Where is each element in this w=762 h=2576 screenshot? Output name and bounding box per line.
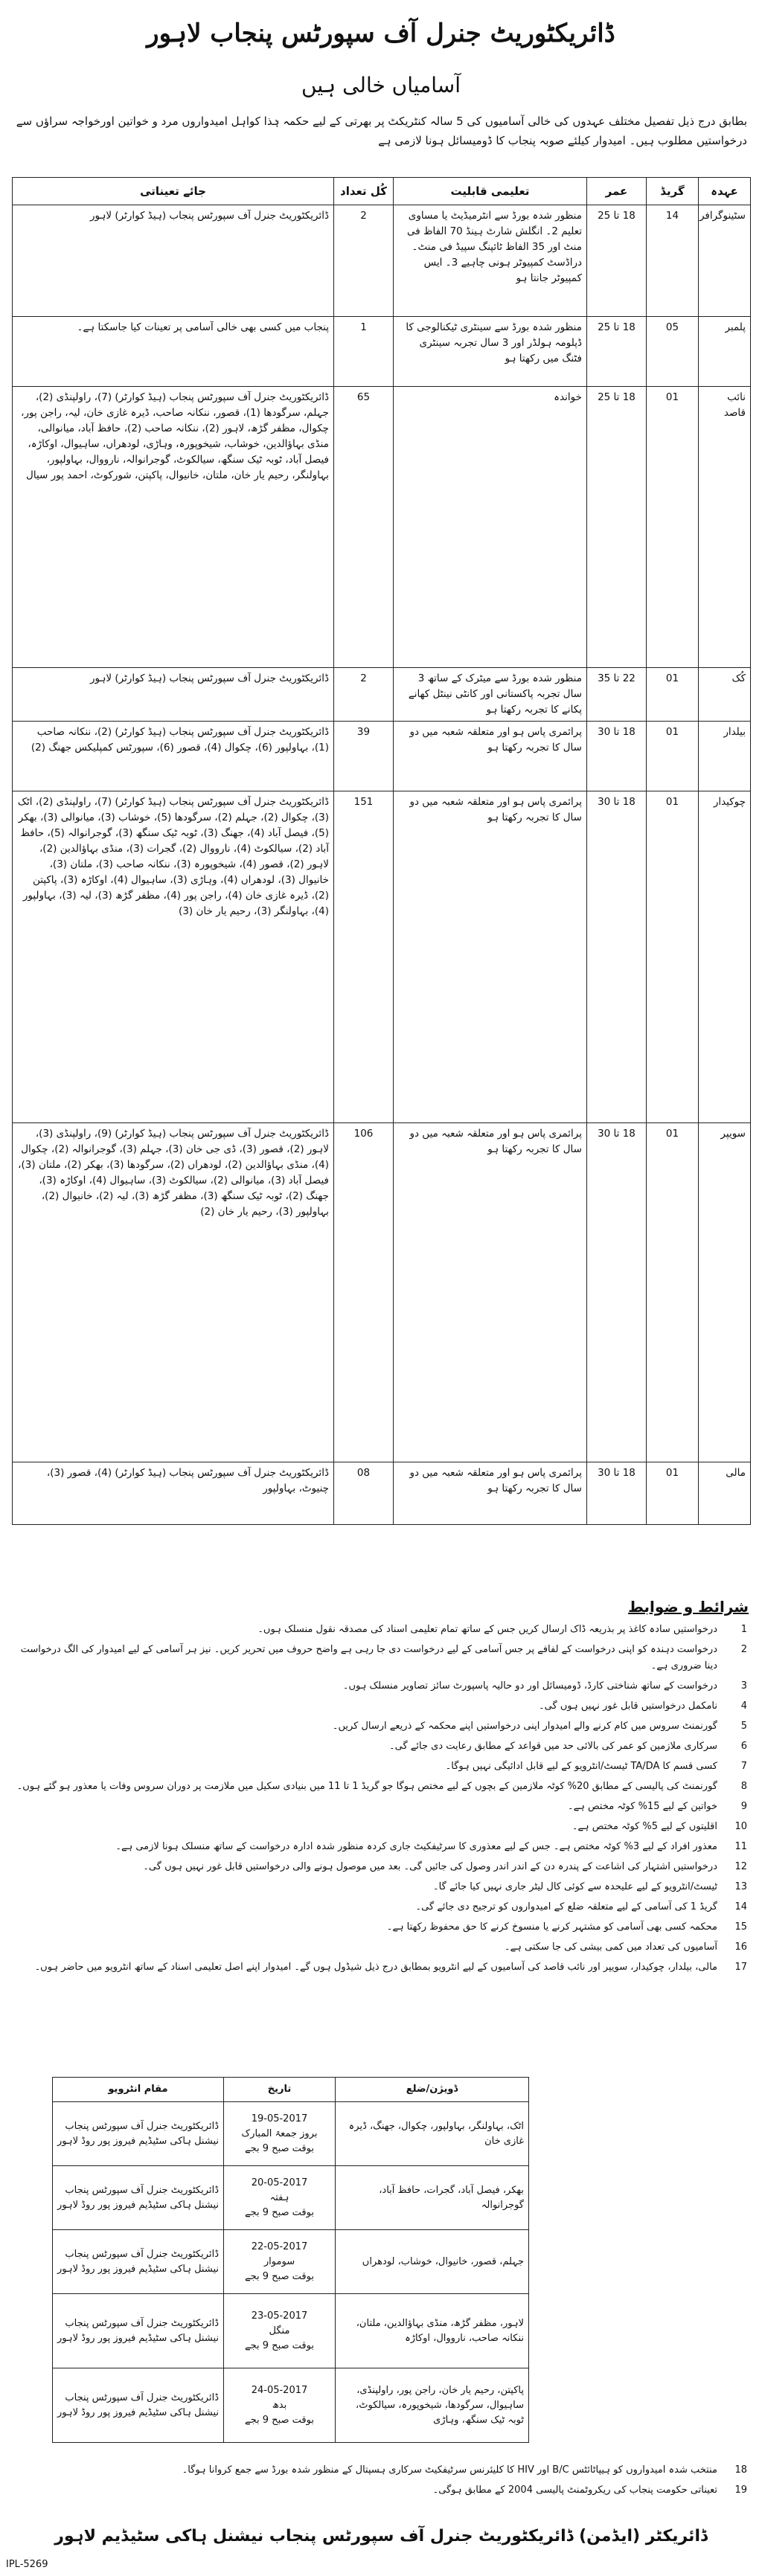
term-item [15, 1738, 747, 1755]
term-text: درخواست کے ساتھ شناختی کارڈ، ڈومیسائل اور دو حالیہ پاسپورٹ سائز تصاویر منسلک ہوں۔ [342, 1680, 717, 1692]
cell-qualification: پرائمری پاس ہو اور متعلقہ شعبہ میں دو سال کا تجربہ رکھتا ہو [394, 722, 587, 791]
cell-age: 18 تا 30 [587, 1123, 647, 1462]
cell-qualification: منظور شدہ بورڈ سے انٹرمیڈیٹ یا مساوی تعلیم 2۔ انگلش شارٹ ہینڈ 70 الفاظ فی منٹ اور 35 الفاظ ٹائپنگ سپیڈ فی منٹ۔ دراڈسٹ کمپیوٹر ہونی چاہیے 3۔ ایس کمپیوٹر جانتا ہو [394, 205, 587, 317]
schedule-row [53, 2368, 529, 2443]
cell-age: 18 تا 30 [587, 722, 647, 791]
term-item [15, 2482, 747, 2499]
page-subtitle: آسامیاں خالی ہیں [301, 73, 461, 97]
cell-posting: ڈائریکٹوریٹ جنرل آف سپورٹس پنجاب (ہیڈ کوارٹر) (7)، راولپنڈی (2)، جہلم، سرگودھا (1)، قصور، ننکانہ صاحب، ڈیرہ غازی خان، لیہ، راجن پور، چکوال، مظفر گڑھ، لاہور (2)، ننکانہ صاحب (2)، حافظ آباد، میانوالی، منڈی بہاؤالدین، خوشاب، شیخوپورہ، وہاڑی، لودھراں، ساہیوال، اوکاڑہ، فیصل آباد، ٹوبہ ٹیک سنگھ، سیالکوٹ، گوجرانوالہ، نارووال، بہاولپور، بہاولنگر، رحیم یار خان، ملتان، خانیوال، پاکپتن، شورکوٹ، احمد پور سیال [13, 387, 334, 668]
term-item [15, 1799, 747, 1815]
term-number: 5 [740, 1721, 747, 1732]
term-number: 1 [740, 1624, 747, 1635]
term-item [15, 1718, 747, 1735]
header-age: عمر [587, 178, 647, 205]
term-item [15, 1879, 747, 1895]
term-item [15, 1939, 747, 1956]
cell-age: 18 تا 30 [587, 791, 647, 1123]
term-number: 16 [734, 1941, 747, 1953]
schedule-date-cell [224, 2166, 336, 2230]
table-row [13, 1462, 751, 1525]
term-item [15, 1758, 747, 1775]
schedule-row [53, 2102, 529, 2166]
table-row [13, 317, 751, 387]
term-item [15, 1959, 747, 1976]
term-text: محکمہ کسی بھی آسامی کو مشتہر کرنے یا منسوخ کرنے کا حق محفوظ رکھتا ہے۔ [386, 1921, 717, 1933]
schedule-header-venue: مقام انٹرویو [53, 2078, 224, 2102]
term-text: اقلیتوں کے لیے 5% کوٹہ مختص ہے۔ [572, 1821, 717, 1832]
cell-posting: ڈائریکٹوریٹ جنرل آف سپورٹس پنجاب (ہیڈ کوارٹر) لاہور [13, 668, 334, 722]
term-item [15, 1698, 747, 1715]
cell-qualification: پرائمری پاس ہو اور متعلقہ شعبہ میں دو سال کا تجربہ رکھتا ہو [394, 791, 587, 1123]
schedule-venue: ڈائریکٹوریٹ جنرل آف سپورٹس پنجاب نیشنل ہاکی سٹیڈیم فیروز پور روڈ لاہور [53, 2294, 224, 2368]
cell-qualification: پرائمری پاس ہو اور متعلقہ شعبہ میں دو سال کا تجربہ رکھتا ہو [394, 1462, 587, 1525]
schedule-header-row [53, 2078, 529, 2102]
cell-count: 2 [334, 668, 394, 722]
term-text: درخواست دہندہ کو اپنی درخواست کے لفافے پر جس آسامی کے لیے درخواست دی جا رہی ہے واضح حروف میں تحریر کریں۔ نیز ہر آسامی کے لیے امیدوار کی الگ درخواست دینا ضروری ہے۔ [20, 1644, 717, 1671]
table-row [13, 791, 751, 1123]
cell-post: نائب قاصد [699, 387, 751, 668]
cell-posting: ڈائریکٹوریٹ جنرل آف سپورٹس پنجاب (ہیڈ کوارٹر) (4)، قصور (3)، چنیوٹ، بہاولپور [13, 1462, 334, 1525]
term-number: 11 [734, 1841, 747, 1852]
signature-line: ڈائریکٹر (ایڈمن) ڈائریکٹوریٹ جنرل آف سپورٹس پنجاب نیشنل ہاکی سٹیڈیم لاہور [54, 2527, 708, 2546]
term-text: نامکمل درخواستیں قابل غور نہیں ہوں گی۔ [539, 1700, 717, 1712]
schedule-district: بھکر، فیصل آباد، گجرات، حافظ آباد، گوجرانوالہ [336, 2166, 529, 2230]
schedule-district: پاکپتن، رحیم یار خان، راجن پور، راولپنڈی، ساہیوال، سرگودھا، شیخوپورہ، سیالکوٹ، ٹوبہ ٹیک سنگھ، وہاڑی [336, 2368, 529, 2443]
intro-paragraph: بطابق درج ذیل تفصیل مختلف عہدوں کی خالی آسامیوں کی 5 سالہ کنٹریکٹ پر بھرتی کے لیے حکمہ ہٰذا کواہل امیدواروں مرد و خواتین اورخواجہ سراؤں سے درخواستیں مطلوب ہیں۔ امیدوار کیلئے صوبہ پنجاب کا ڈومیسائل ہونا لازمی ہے [16, 115, 747, 147]
schedule-venue: ڈائریکٹوریٹ جنرل آف سپورٹس پنجاب نیشنل ہاکی سٹیڈیم فیروز پور روڈ لاہور [53, 2368, 224, 2443]
term-number: 18 [734, 2464, 747, 2476]
cell-post: چوکیدار [699, 791, 751, 1123]
term-text: گریڈ 1 کی آسامی کے لیے متعلقہ ضلع کے امیدواروں کو ترجیح دی جائے گی۔ [415, 1901, 717, 1912]
term-number: 7 [740, 1761, 747, 1772]
table-row [13, 722, 751, 791]
term-text: گورنمنٹ کی پالیسی کے مطابق 20% کوٹہ ملازمین کے بچوں کے لیے مختص ہوگا جو گریڈ 1 تا 11 میں بنیادی سکیل میں ملازمت پر دوران سروس وفات یا معذور ہو گئے ہوں۔ [16, 1781, 717, 1792]
cell-qualification: منظور شدہ بورڈ سے سینٹری ٹیکنالوجی کا ڈپلومہ ہولڈر اور 3 سال تجربہ سینٹری فٹنگ میں رکھتا ہو [394, 317, 587, 387]
schedule-time: بوقت صبح 9 بجے [245, 2206, 314, 2218]
cell-age: 18 تا 25 [587, 387, 647, 668]
schedule-header-district: ڈویژن/ضلع [336, 2078, 529, 2102]
schedule-time: بوقت صبح 9 بجے [245, 2270, 314, 2282]
schedule-venue: ڈائریکٹوریٹ جنرل آف سپورٹس پنجاب نیشنل ہاکی سٹیڈیم فیروز پور روڈ لاہور [53, 2166, 224, 2230]
term-item [15, 1839, 747, 1855]
term-text: آسامیوں کی تعداد میں کمی بیشی کی جا سکتی ہے۔ [505, 1941, 717, 1953]
schedule-date: 20-05-2017 [251, 2177, 308, 2188]
schedule-date-cell [224, 2294, 336, 2368]
schedule-time: بوقت صبح 9 بجے [245, 2142, 314, 2154]
vacancy-table [12, 177, 751, 1525]
term-number: 8 [740, 1781, 747, 1792]
schedule-date: 24-05-2017 [251, 2384, 308, 2396]
schedule-header-date: تاریخ [224, 2078, 336, 2102]
cell-count: 08 [334, 1462, 394, 1525]
terms-title: شرائط و ضوابط [628, 1598, 749, 1616]
reference-number: IPL-5269 [6, 2559, 48, 2570]
cell-count: 2 [334, 205, 394, 317]
terms-list [15, 1622, 747, 1979]
cell-grade: 14 [647, 205, 699, 317]
term-item [15, 1899, 747, 1915]
schedule-venue: ڈائریکٹوریٹ جنرل آف سپورٹس پنجاب نیشنل ہاکی سٹیڈیم فیروز پور روڈ لاہور [53, 2230, 224, 2294]
schedule-district: لاہور، مظفر گڑھ، منڈی بہاؤالدین، ملتان، ننکانہ صاحب، نارووال، اوکاڑہ [336, 2294, 529, 2368]
schedule-row [53, 2166, 529, 2230]
header-grade: گریڈ [647, 178, 699, 205]
term-item [15, 1919, 747, 1936]
header-qualification: تعلیمی قابلیت [394, 178, 587, 205]
cell-count: 65 [334, 387, 394, 668]
term-number: 2 [740, 1644, 747, 1655]
cell-grade: 01 [647, 668, 699, 722]
table-row [13, 1123, 751, 1462]
term-text: درخواستیں اشتہار کی اشاعت کے پندرہ دن کے اندر اندر وصول کی جائیں گی۔ بعد میں موصول ہونے والی درخواستیں قابل غور نہیں ہوں گی۔ [143, 1861, 717, 1872]
schedule-day: ہفتہ [269, 2191, 289, 2203]
header-posting: جائے تعیناتی [13, 178, 334, 205]
header-post: عہدہ [699, 178, 751, 205]
term-number: 10 [734, 1821, 747, 1832]
term-number: 14 [734, 1901, 747, 1912]
term-text: درخواستیں سادہ کاغذ پر بذریعہ ڈاک ارسال کریں جس کے ساتھ تمام تعلیمی اسناد کی مصدقہ نقول منسلک ہوں۔ [257, 1624, 717, 1635]
schedule-date-cell [224, 2230, 336, 2294]
cell-grade: 05 [647, 317, 699, 387]
cell-age: 18 تا 30 [587, 1462, 647, 1525]
term-number: 3 [740, 1680, 747, 1692]
term-item [15, 1859, 747, 1875]
schedule-time: بوقت صبح 9 بجے [245, 2414, 314, 2426]
cell-posting: ڈائریکٹوریٹ جنرل آف سپورٹس پنجاب (ہیڈ کوارٹر) (7)، راولپنڈی (2)، اٹک (3)، چکوال (2)، جہلم (2)، سرگودھا (5)، خوشاب (3)، میانوالی (3)، بھکر (5)، فیصل آباد (4)، جھنگ (3)، ٹوبہ ٹیک سنگھ (3)، گوجرانوالہ (5)، حافظ آباد (2)، سیالکوٹ (4)، نارووال (2)، گجرات (3)، منڈی بہاؤالدین (2)، لاہور (2)، قصور (4)، شیخوپورہ (3)، ننکانہ صاحب (3)، ملتان (3)، خانیوال (3)، لودھراں (4)، وہاڑی (3)، ساہیوال (4)، اوکاڑہ (3)، پاکپتن (2)، ڈیرہ غازی خان (4)، راجن پور (4)، مظفر گڑھ (3)، لیہ (3)، بہاولپور (4)، بہاولنگر (3)، رحیم یار خان (3) [13, 791, 334, 1123]
cell-qualification: پرائمری پاس ہو اور متعلقہ شعبہ میں دو سال کا تجربہ رکھتا ہو [394, 1123, 587, 1462]
cell-post: بیلدار [699, 722, 751, 791]
cell-count: 1 [334, 317, 394, 387]
schedule-date-cell [224, 2102, 336, 2166]
term-number: 4 [740, 1700, 747, 1712]
term-item [15, 1622, 747, 1638]
term-number: 9 [740, 1801, 747, 1812]
cell-grade: 01 [647, 1123, 699, 1462]
interview-schedule-table [52, 2077, 529, 2443]
additional-terms [15, 2462, 747, 2502]
cell-posting: ڈائریکٹوریٹ جنرل آف سپورٹس پنجاب (ہیڈ کوارٹر) لاہور [13, 205, 334, 317]
cell-count: 151 [334, 791, 394, 1123]
cell-age: 18 تا 25 [587, 205, 647, 317]
schedule-time: بوقت صبح 9 بجے [245, 2339, 314, 2351]
schedule-row [53, 2230, 529, 2294]
schedule-day: بروز جمعۃ المبارک [241, 2127, 318, 2139]
term-number: 13 [734, 1881, 747, 1892]
table-header-row [13, 178, 751, 205]
cell-post: کُک [699, 668, 751, 722]
term-number: 15 [734, 1921, 747, 1933]
cell-age: 18 تا 25 [587, 317, 647, 387]
cell-post: پلمبر [699, 317, 751, 387]
term-item [15, 1678, 747, 1695]
term-number: 17 [734, 1962, 747, 1973]
cell-count: 106 [334, 1123, 394, 1462]
schedule-venue: ڈائریکٹوریٹ جنرل آف سپورٹس پنجاب نیشنل ہاکی سٹیڈیم فیروز پور روڈ لاہور [53, 2102, 224, 2166]
schedule-district: اٹک، بہاولنگر، بہاولپور، چکوال، جھنگ، ڈیرہ غازی خان [336, 2102, 529, 2166]
cell-grade: 01 [647, 722, 699, 791]
cell-count: 39 [334, 722, 394, 791]
page-title: ڈائریکٹوریٹ جنرل آف سپورٹس پنجاب لاہور [147, 19, 615, 48]
cell-post: مالی [699, 1462, 751, 1525]
schedule-date-cell [224, 2368, 336, 2443]
schedule-date: 19-05-2017 [251, 2113, 308, 2124]
cell-post: سٹینوگرافر [699, 205, 751, 317]
table-row [13, 668, 751, 722]
schedule-row [53, 2294, 529, 2368]
schedule-day: منگل [269, 2325, 290, 2336]
table-row [13, 205, 751, 317]
schedule-date: 22-05-2017 [251, 2241, 308, 2252]
cell-qualification: منظور شدہ بورڈ سے میٹرک کے ساتھ 3 سال تجربہ پاکستانی اور کانٹی نینٹل کھانے پکانے کا تجربہ رکھتا ہو [394, 668, 587, 722]
term-text: ٹیسٹ/انٹرویو کے لیے علیحدہ سے کوئی کال لیٹر جاری نہیں کیا جائے گا۔ [433, 1881, 717, 1892]
cell-posting: ڈائریکٹوریٹ جنرل آف سپورٹس پنجاب (ہیڈ کوارٹر) (9)، راولپنڈی (3)، لاہور (2)، قصور (3)، ڈی جی خان (3)، جہلم (3)، گوجرانوالہ (2)، چکوال (4)، منڈی بہاؤالدین (2)، لودھراں (2)، سرگودھا (3)، بھکر (2)، ملتان (3)، فیصل آباد (3)، میانوالی (2)، سیالکوٹ (3)، ساہیوال (4)، اوکاڑہ (3)، جھنگ (2)، ٹوبہ ٹیک سنگھ (3)، مظفر گڑھ (3)، لیہ (2)، خانیوال (2)، بہاولپور (3)، رحیم یار خان (2) [13, 1123, 334, 1462]
cell-posting: ڈائریکٹوریٹ جنرل آف سپورٹس پنجاب (ہیڈ کوارٹر) (2)، ننکانہ صاحب (1)، بہاولپور (6)، چکوال (4)، قصور (6)، سپورٹس کمپلیکس جھنگ (2) [13, 722, 334, 791]
schedule-date: 23-05-2017 [251, 2310, 308, 2322]
header-count: کُل تعداد [334, 178, 394, 205]
term-text: معذور افراد کے لیے 3% کوٹہ مختص ہے۔ جس کے لیے معذوری کا سرٹیفکیٹ جاری کردہ منظور شدہ ادارہ درخواست کے ساتھ منسلک ہونا لازمی ہے۔ [115, 1841, 717, 1852]
schedule-day: بدھ [272, 2399, 287, 2411]
term-number: 12 [734, 1861, 747, 1872]
cell-grade: 01 [647, 1462, 699, 1525]
term-text: کسی قسم کا TA/DA ٹیسٹ/انٹرویو کے لیے قابل ادائیگی نہیں ہوگا۔ [445, 1761, 717, 1772]
schedule-day: سوموار [263, 2255, 295, 2267]
term-item [15, 1779, 747, 1795]
schedule-district: جہلم، قصور، خانیوال، خوشاب، لودھراں [336, 2230, 529, 2294]
cell-qualification: خواندہ [394, 387, 587, 668]
term-text: تعیناتی حکومت پنجاب کی ریکروٹمنٹ پالیسی 2004 کے مطابق ہوگی۔ [432, 2485, 717, 2496]
cell-posting: پنجاب میں کسی بھی خالی آسامی پر تعینات کیا جاسکتا ہے۔ [13, 317, 334, 387]
cell-grade: 01 [647, 387, 699, 668]
term-item [15, 1642, 747, 1674]
term-text: گورنمنٹ سروس میں کام کرنے والے امیدوار اپنی درخواستیں اپنے محکمہ کے ذریعے ارسال کریں۔ [332, 1721, 717, 1732]
cell-grade: 01 [647, 791, 699, 1123]
term-text: منتخب شدہ امیدواروں کو ہیپاٹائٹس B/C اور HIV کا کلیئرنس سرٹیفکیٹ سرکاری ہسپتال کے منظور شدہ بورڈ سے جمع کروانا ہوگا۔ [182, 2464, 717, 2476]
term-item [15, 1819, 747, 1835]
term-text: مالی، بیلدار، چوکیدار، سویپر اور نائب قاصد کی آسامیوں کے لیے انٹرویو بمطابق درج ذیل شیڈول ہوں گے۔ امیدوار اپنے اصل تعلیمی اسناد کے ساتھ انٹرویو میں حاضر ہوں۔ [34, 1962, 717, 1973]
term-number: 6 [740, 1741, 747, 1752]
term-text: خواتین کے لیے 15% کوٹہ مختص ہے۔ [567, 1801, 717, 1812]
term-number: 19 [734, 2485, 747, 2496]
cell-age: 22 تا 35 [587, 668, 647, 722]
table-row [13, 387, 751, 668]
cell-post: سویپر [699, 1123, 751, 1462]
term-text: سرکاری ملازمین کو عمر کی بالائی حد میں قواعد کے مطابق رعایت دی جائے گی۔ [389, 1741, 717, 1752]
term-item [15, 2462, 747, 2479]
